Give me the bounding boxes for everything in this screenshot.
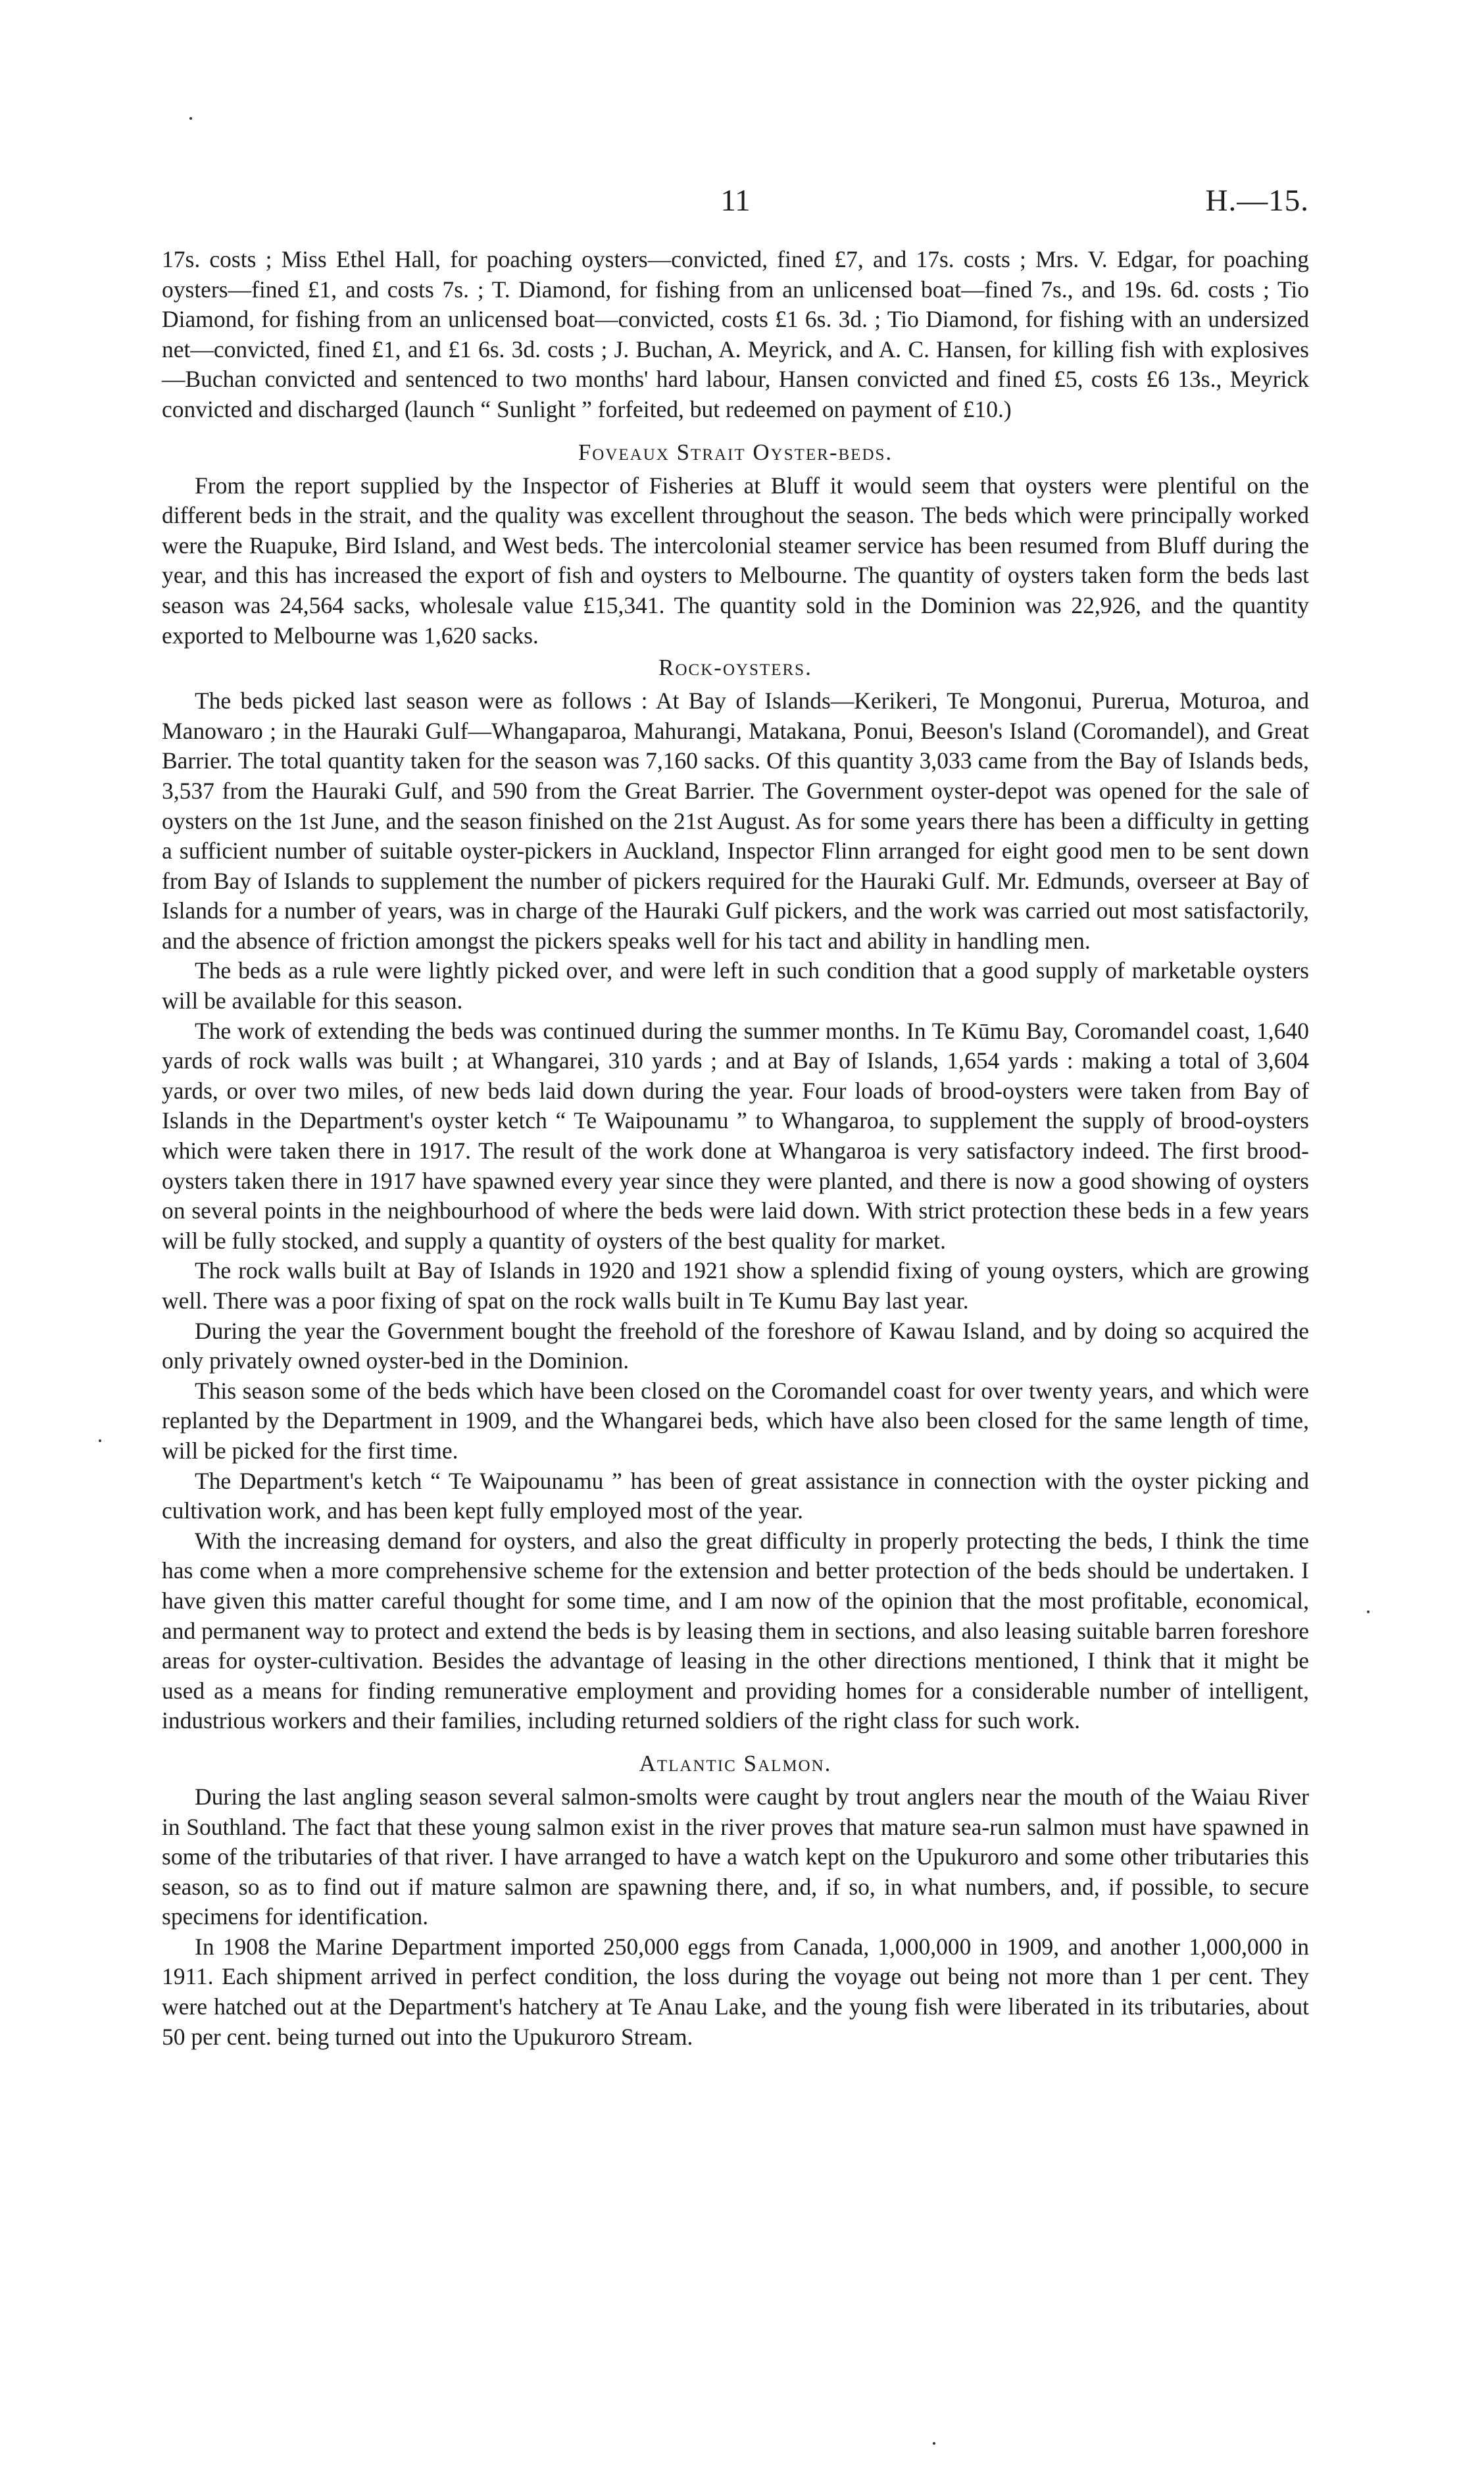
scan-speck [933,2442,935,2445]
body-text [162,245,1309,2052]
scan-speck [189,117,192,120]
paragraph-prosecutions: 17s. costs ; Miss Ethel Hall, for poaching oysters—convicted, fined £7, and 17s. costs ; Mrs. V. Edgar, for poaching oysters—fined £1, and costs 7s. ; T. Diamond, for fishing from an unlicensed boat—fined 7s., and 19s. 6d. costs ; Tio Diamond, for fishing from an unlicensed boat—convicted, costs £1 6s. 3d. ; Tio Diamond, for fishing with an undersized net—convicted, fined £1, and £1 6s. 3d. costs ; J. Buchan, A. Meyrick, and A. C. Hansen, for killing fish with explosives—Buchan convicted and sentenced to two months' hard labour, Hansen convicted and fined £5, costs £6 13s., Meyrick convicted and discharged (launch “ Sunlight ” forfeited, but redeemed on payment of £10.) [162,246,1309,422]
paragraph-coromandel-beds: This season some of the beds which have been closed on the Coromandel coast for over twenty years, and which were replanted by the Department in 1909, and the Whangarei beds, which have also been closed for the same length of time, will be picked for the first time. [162,1377,1309,1464]
scan-speck [1367,1610,1370,1613]
page-number: 11 [720,184,751,218]
paragraph-rock-walls: The rock walls built at Bay of Islands in 1920 and 1921 show a splendid fixing of young oysters, which are growing well. There was a poor fixing of spat on the rock walls built in Te Kumu Bay last year. [162,1257,1309,1314]
heading-foveaux-strait: Foveaux Strait Oyster-beds. [578,439,893,465]
paragraph-ketch: The Department's ketch “ Te Waipounamu ” has been of great assistance in connection with the oyster picking and cultivation work, and has been kept fully employed most of the year. [162,1467,1309,1524]
heading-rock-oysters: Rock-oysters. [658,655,812,681]
series-code: H.—15. [1205,184,1309,218]
paragraph-lightly-picked: The beds as a rule were lightly picked over, and were left in such condition that a good supply of marketable oysters will be available for this season. [162,957,1309,1014]
paragraph-salmon-eggs: In 1908 the Marine Department imported 250,000 eggs from Canada, 1,000,000 in 1909, and another 1,000,000 in 1911. Each shipment arrived in perfect condition, the loss during the voyage out being not more than 1 per cent. They were hatched out at the Department's hatchery at Te Anau Lake, and the young fish were liberated in its tributaries, about 50 per cent. being turned out into the Upukuroro Stream. [162,1933,1309,2050]
paragraph-extending-beds: The work of extending the beds was continued during the summer months. In Te Kūmu Bay, Coromandel coast, 1,640 yards of rock walls was built ; at Whangarei, 310 yards ; and at Bay of Islands, 1,654 yards : making a total of 3,604 yards, or over two miles, of new beds laid down during the year. Four loads of brood-oysters were taken from Bay of Islands in the Department's oyster ketch “ Te Waipounamu ” to Whangaroa, to supplement the supply of brood-oysters which were taken there in 1917. The result of the work done at Whangaroa is very satisfactory indeed. The first brood-oysters taken there in 1917 have spawned every year since they were planted, and there is now a good showing of oysters on several points in the neighbourhood of where the beds were laid down. With strict protection these beds in a few years will be fully stocked, and supply a quantity of oysters of the best quality for market. [162,1017,1309,1254]
heading-atlantic-salmon: Atlantic Salmon. [639,1750,832,1776]
scan-speck [99,1439,101,1442]
paragraph-beds-picked: The beds picked last season were as follows : At Bay of Islands—Kerikeri, Te Mongonui, Purerua, Moturoa, and Manowaro ; in the Hauraki Gulf—Whangaparoa, Mahurangi, Matakana, Ponui, Beeson's Island (Coromandel), and Great Barrier. The total quantity taken for the season was 7,160 sacks. Of this quantity 3,033 came from the Bay of Islands beds, 3,537 from the Hauraki Gulf, and 590 from the Great Barrier. The Government oyster-depot was opened for the sale of oysters on the 1st June, and the season finished on the 21st August. As for some years there has been a difficulty in getting a sufficient number of suitable oyster-pickers in Auckland, Inspector Flinn arranged for eight good men to be sent down from Bay of Islands to supplement the number of pickers required for the Hauraki Gulf. Mr. Edmunds, overseer at Bay of Islands for a number of years, was in charge of the Hauraki Gulf pickers, and the work was carried out most satisfactorily, and the absence of friction amongst the pickers speaks well for his tact and ability in handling men. [162,687,1309,954]
page-header [162,183,1309,222]
paragraph-kawau-island: During the year the Government bought the freehold of the foreshore of Kawau Island, and by doing so acquired the only privately owned oyster-bed in the Dominion. [162,1317,1309,1374]
paragraph-foveaux: From the report supplied by the Inspector of Fisheries at Bluff it would seem that oysters were plentiful on the different beds in the strait, and the quality was excellent throughout the season. The beds which were principally worked were the Ruapuke, Bird Island, and West beds. The intercolonial steamer service has been resumed from Bluff during the year, and this has increased the export of fish and oysters to Melbourne. The quantity of oysters taken form the beds last season was 24,564 sacks, wholesale value £15,341. The quantity sold in the Dominion was 22,926, and the quantity exported to Melbourne was 1,620 sacks. [162,472,1309,649]
paragraph-leasing: With the increasing demand for oysters, and also the great difficulty in properly protecting the beds, I think the time has come when a more comprehensive scheme for the extension and better protection of the beds should be undertaken. I have given this matter careful thought for some time, and I am now of the opinion that the most profitable, economical, and permanent way to protect and extend the beds is by leasing them in sections, and also leasing suitable barren foreshore areas for oyster-cultivation. Besides the advantage of leasing in the other directions mentioned, I think that it might be used as a means for finding remunerative employment and providing homes for a considerable number of intelligent, industrious workers and their families, including returned soldiers of the right class for such work. [162,1527,1309,1734]
paragraph-salmon-smolts: During the last angling season several salmon-smolts were caught by trout anglers near the mouth of the Waiau River in Southland. The fact that these young salmon exist in the river proves that mature sea-run salmon must have spawned in some of the tributaries of that river. I have arranged to have a watch kept on the Upukuroro and some other tributaries this season, so as to find out if mature salmon are spawning there, and, if so, in what numbers, and, if possible, to secure specimens for identification. [162,1783,1309,1930]
